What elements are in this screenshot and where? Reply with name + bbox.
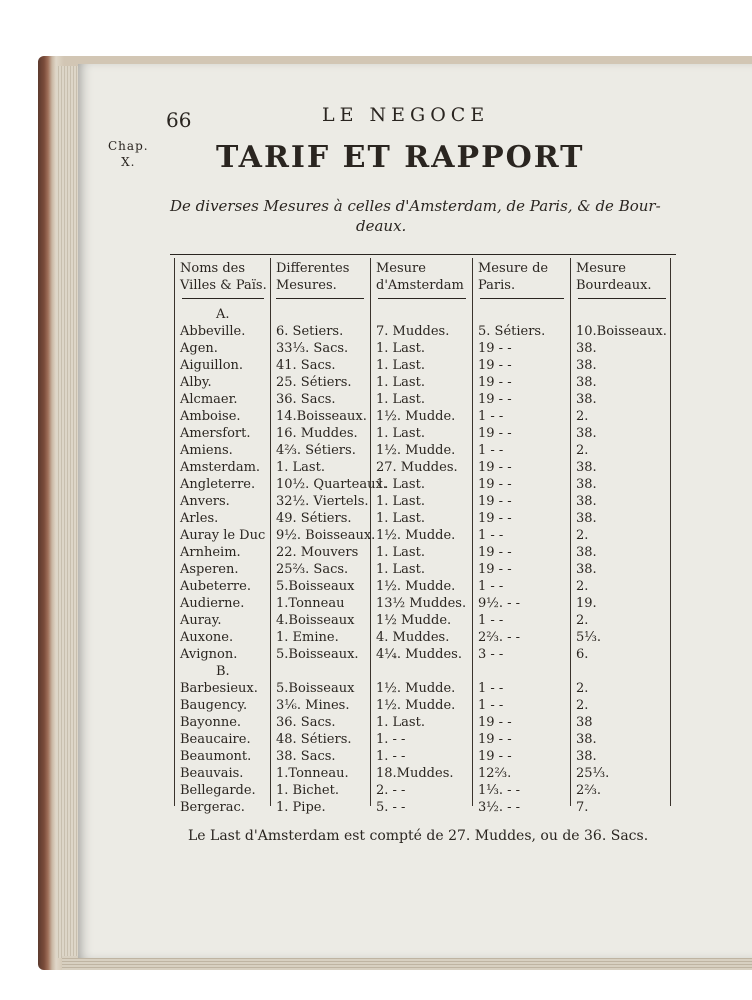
cell-bourdeaux: 38. — [576, 392, 597, 407]
cell-mesure: 41. Sacs. — [276, 358, 336, 373]
cell-amsterdam: 1½. Mudde. — [376, 409, 456, 424]
table-row — [170, 748, 676, 765]
cell-amsterdam: 1½. Mudde. — [376, 698, 456, 713]
header-underline — [480, 298, 564, 299]
cell-ville: Barbesieux. — [180, 681, 258, 696]
cell-ville: Aiguillon. — [180, 358, 244, 373]
cell-amsterdam: 2. - - — [376, 783, 406, 798]
table-row — [170, 459, 676, 476]
cell-bourdeaux: 38. — [576, 749, 597, 764]
cell-bourdeaux: 38. — [576, 494, 597, 509]
running-head: LE NEGOCE — [322, 104, 490, 126]
cell-mesure: 22. Mouvers — [276, 545, 359, 560]
cell-bourdeaux: 19. — [576, 596, 597, 611]
cell-ville: Arles. — [180, 511, 219, 526]
section-row — [170, 663, 676, 680]
cell-mesure: 49. Sétiers. — [276, 511, 352, 526]
cell-paris: 19 - - — [478, 375, 512, 390]
cell-mesure: 25⅔. Sacs. — [276, 562, 349, 577]
table-row — [170, 323, 676, 340]
cell-amsterdam: 1. Last. — [376, 341, 425, 356]
cell-mesure: 16. Muddes. — [276, 426, 358, 441]
cell-amsterdam: 1½. Mudde. — [376, 528, 456, 543]
cell-paris: 1 - - — [478, 613, 504, 628]
cell-bourdeaux: 38. — [576, 511, 597, 526]
cell-amsterdam: 1. Last. — [376, 375, 425, 390]
table-row — [170, 799, 676, 816]
cell-mesure: 5.Boisseaux — [276, 579, 355, 594]
page-title: TARIF ET RAPPORT — [216, 140, 585, 175]
cell-amsterdam: 1. Last. — [376, 426, 425, 441]
cell-paris: 19 - - — [478, 460, 512, 475]
table-row — [170, 340, 676, 357]
cell-paris: 19 - - — [478, 426, 512, 441]
table-row — [170, 697, 676, 714]
table-row — [170, 646, 676, 663]
table-row — [170, 680, 676, 697]
cell-amsterdam: 13½ Muddes. — [376, 596, 467, 611]
cell-bourdeaux: 38. — [576, 545, 597, 560]
cell-bourdeaux: 2. — [576, 613, 589, 628]
cell-bourdeaux: 2⅔. — [576, 783, 602, 798]
cell-paris: 1 - - — [478, 698, 504, 713]
cell-mesure: 32½. Viertels. — [276, 494, 369, 509]
section-letter: B. — [216, 664, 230, 679]
chapter-number: X. — [121, 155, 136, 169]
cell-amsterdam: 1½. Mudde. — [376, 443, 456, 458]
cell-amsterdam: 1. Last. — [376, 545, 425, 560]
cell-bourdeaux: 10.Boisseaux. — [576, 324, 667, 339]
cell-mesure: 5.Boisseaux. — [276, 647, 359, 662]
cell-ville: Angleterre. — [180, 477, 256, 492]
cell-paris: 2⅔. - - — [478, 630, 521, 645]
table-row — [170, 629, 676, 646]
cell-amsterdam: 27. Muddes. — [376, 460, 458, 475]
cell-amsterdam: 7. Muddes. — [376, 324, 450, 339]
cell-amsterdam: 1. Last. — [376, 715, 425, 730]
cell-bourdeaux: 38. — [576, 460, 597, 475]
cell-paris: 9½. - - — [478, 596, 521, 611]
cell-bourdeaux: 2. — [576, 579, 589, 594]
cell-ville: Alby. — [180, 375, 212, 390]
cell-mesure: 3⅙. Mines. — [276, 698, 350, 713]
header-underline — [276, 298, 364, 299]
cell-paris: 19 - - — [478, 715, 512, 730]
cell-paris: 1 - - — [478, 409, 504, 424]
cell-paris: 19 - - — [478, 494, 512, 509]
cell-mesure: 1. Emine. — [276, 630, 339, 645]
page-subtitle — [170, 196, 690, 236]
cell-amsterdam: 1½. Mudde. — [376, 579, 456, 594]
table-row — [170, 544, 676, 561]
cell-amsterdam: 1½ Mudde. — [376, 613, 452, 628]
cell-mesure: 38. Sacs. — [276, 749, 336, 764]
cell-mesure: 33⅓. Sacs. — [276, 341, 349, 356]
table-row — [170, 476, 676, 493]
cell-ville: Bergerac. — [180, 800, 245, 815]
page-number: 66 — [166, 108, 192, 132]
cell-amsterdam: 1. Last. — [376, 392, 425, 407]
cell-amsterdam: 1. Last. — [376, 477, 425, 492]
cell-ville: Avignon. — [180, 647, 238, 662]
table-row — [170, 493, 676, 510]
cell-amsterdam: 4¼. Muddes. — [376, 647, 462, 662]
cell-mesure: 36. Sacs. — [276, 715, 336, 730]
cell-ville: Bellegarde. — [180, 783, 256, 798]
table-row — [170, 374, 676, 391]
cell-mesure: 9½. Boisseaux. — [276, 528, 376, 543]
cell-bourdeaux: 2. — [576, 528, 589, 543]
cell-amsterdam: 1½. Mudde. — [376, 681, 456, 696]
cell-paris: 5. Sétiers. — [478, 324, 546, 339]
cell-mesure: 1.Tonneau. — [276, 766, 349, 781]
cell-ville: Amboise. — [180, 409, 241, 424]
cell-paris: 1 - - — [478, 528, 504, 543]
cell-paris: 19 - - — [478, 545, 512, 560]
section-letter: A. — [216, 307, 230, 322]
cell-mesure: 36. Sacs. — [276, 392, 336, 407]
cell-amsterdam: 18.Muddes. — [376, 766, 454, 781]
cell-ville: Auray. — [180, 613, 222, 628]
footer-note: Le Last d'Amsterdam est compté de 27. Muddes, ou de 36. Sacs. — [188, 828, 649, 844]
header-amsterdam: Mesure d'Amsterdam — [376, 261, 464, 293]
cell-ville: Beaumont. — [180, 749, 252, 764]
chapter-label: Chap. — [108, 139, 149, 153]
subtitle-line-1: De diverses Mesures à celles d'Amsterdam, de Paris, & de Bour- — [170, 197, 661, 215]
cell-paris: 1 - - — [478, 579, 504, 594]
cell-ville: Auxone. — [180, 630, 234, 645]
cell-ville: Asperen. — [180, 562, 239, 577]
cell-paris: 19 - - — [478, 749, 512, 764]
cell-amsterdam: 5. - - — [376, 800, 406, 815]
cell-paris: 19 - - — [478, 341, 512, 356]
header-differentes: Differentes Mesures. — [276, 261, 350, 293]
header-underline — [378, 298, 466, 299]
table-row — [170, 578, 676, 595]
cell-paris: 1⅓. - - — [478, 783, 521, 798]
page-bottom-edges — [62, 956, 752, 970]
cell-ville: Amersfort. — [180, 426, 251, 441]
cell-ville: Amiens. — [180, 443, 233, 458]
table-row — [170, 595, 676, 612]
cell-ville: Arnheim. — [180, 545, 241, 560]
header-villes: Noms des Villes & Païs. — [180, 261, 267, 293]
table-row — [170, 765, 676, 782]
cell-mesure: 4⅔. Sétiers. — [276, 443, 356, 458]
cell-paris: 3½. - - — [478, 800, 521, 815]
cell-bourdeaux: 38. — [576, 426, 597, 441]
table-row — [170, 527, 676, 544]
cell-mesure: 48. Sétiers. — [276, 732, 352, 747]
cell-bourdeaux: 38. — [576, 562, 597, 577]
cell-amsterdam: 4. Muddes. — [376, 630, 450, 645]
cell-amsterdam: 1. Last. — [376, 511, 425, 526]
cell-mesure: 1. Last. — [276, 460, 325, 475]
cell-mesure: 5.Boisseaux — [276, 681, 355, 696]
cell-paris: 1 - - — [478, 681, 504, 696]
cell-bourdeaux: 5⅓. — [576, 630, 602, 645]
cell-bourdeaux: 38. — [576, 358, 597, 373]
table-row — [170, 391, 676, 408]
table-body — [170, 306, 676, 816]
cell-paris: 19 - - — [478, 392, 512, 407]
cell-ville: Alcmaer. — [180, 392, 238, 407]
cell-mesure: 25. Sétiers. — [276, 375, 352, 390]
cell-paris: 19 - - — [478, 358, 512, 373]
cell-paris: 19 - - — [478, 562, 512, 577]
chapter-marker — [108, 138, 149, 170]
header-paris: Mesure de Paris. — [478, 261, 549, 293]
cell-amsterdam: 1. Last. — [376, 494, 425, 509]
cell-ville: Baugency. — [180, 698, 248, 713]
cell-mesure: 10½. Quarteaux. — [276, 477, 387, 492]
cell-paris: 19 - - — [478, 732, 512, 747]
cell-ville: Auray le Duc — [180, 528, 266, 543]
table-row — [170, 425, 676, 442]
cell-bourdeaux: 38. — [576, 732, 597, 747]
cell-ville: Agen. — [180, 341, 218, 356]
cell-paris: 19 - - — [478, 477, 512, 492]
table-row — [170, 561, 676, 578]
cell-ville: Anvers. — [180, 494, 230, 509]
table-row — [170, 731, 676, 748]
cell-bourdeaux: 6. — [576, 647, 589, 662]
table-row — [170, 612, 676, 629]
cell-mesure: 1. Bichet. — [276, 783, 339, 798]
cell-ville: Bayonne. — [180, 715, 242, 730]
header-underline — [182, 298, 264, 299]
subtitle-line-2: deaux. — [356, 217, 407, 235]
cell-amsterdam: 1. Last. — [376, 562, 425, 577]
cell-bourdeaux: 2. — [576, 698, 589, 713]
cell-paris: 1 - - — [478, 443, 504, 458]
cell-bourdeaux: 38. — [576, 477, 597, 492]
cell-ville: Audierne. — [180, 596, 245, 611]
cell-bourdeaux: 38 — [576, 715, 593, 730]
table-row — [170, 357, 676, 374]
cell-bourdeaux: 7. — [576, 800, 589, 815]
cell-ville: Abbeville. — [180, 324, 246, 339]
cell-bourdeaux: 25⅓. — [576, 766, 610, 781]
cell-paris: 3 - - — [478, 647, 504, 662]
table-row — [170, 714, 676, 731]
cell-bourdeaux: 2. — [576, 409, 589, 424]
cell-ville: Amsterdam. — [180, 460, 261, 475]
page-edges — [56, 66, 80, 958]
cell-bourdeaux: 2. — [576, 443, 589, 458]
cell-bourdeaux: 38. — [576, 375, 597, 390]
table-row — [170, 442, 676, 459]
cell-mesure: 4.Boisseaux — [276, 613, 355, 628]
section-row — [170, 306, 676, 323]
cell-paris: 19 - - — [478, 511, 512, 526]
header-underline — [578, 298, 666, 299]
cell-amsterdam: 1. - - — [376, 749, 406, 764]
cell-mesure: 14.Boisseaux. — [276, 409, 367, 424]
cell-ville: Aubeterre. — [180, 579, 251, 594]
table-top-rule — [170, 254, 676, 255]
cell-amsterdam: 1. - - — [376, 732, 406, 747]
table-row — [170, 782, 676, 799]
cell-mesure: 6. Setiers. — [276, 324, 344, 339]
cell-mesure: 1. Pipe. — [276, 800, 326, 815]
cell-amsterdam: 1. Last. — [376, 358, 425, 373]
cell-bourdeaux: 2. — [576, 681, 589, 696]
cell-ville: Beauvais. — [180, 766, 244, 781]
table-row — [170, 510, 676, 527]
cell-mesure: 1.Tonneau — [276, 596, 345, 611]
cell-paris: 12⅔. — [478, 766, 512, 781]
cell-bourdeaux: 38. — [576, 341, 597, 356]
table-row — [170, 408, 676, 425]
header-bourdeaux: Mesure Bourdeaux. — [576, 261, 652, 293]
cell-ville: Beaucaire. — [180, 732, 251, 747]
